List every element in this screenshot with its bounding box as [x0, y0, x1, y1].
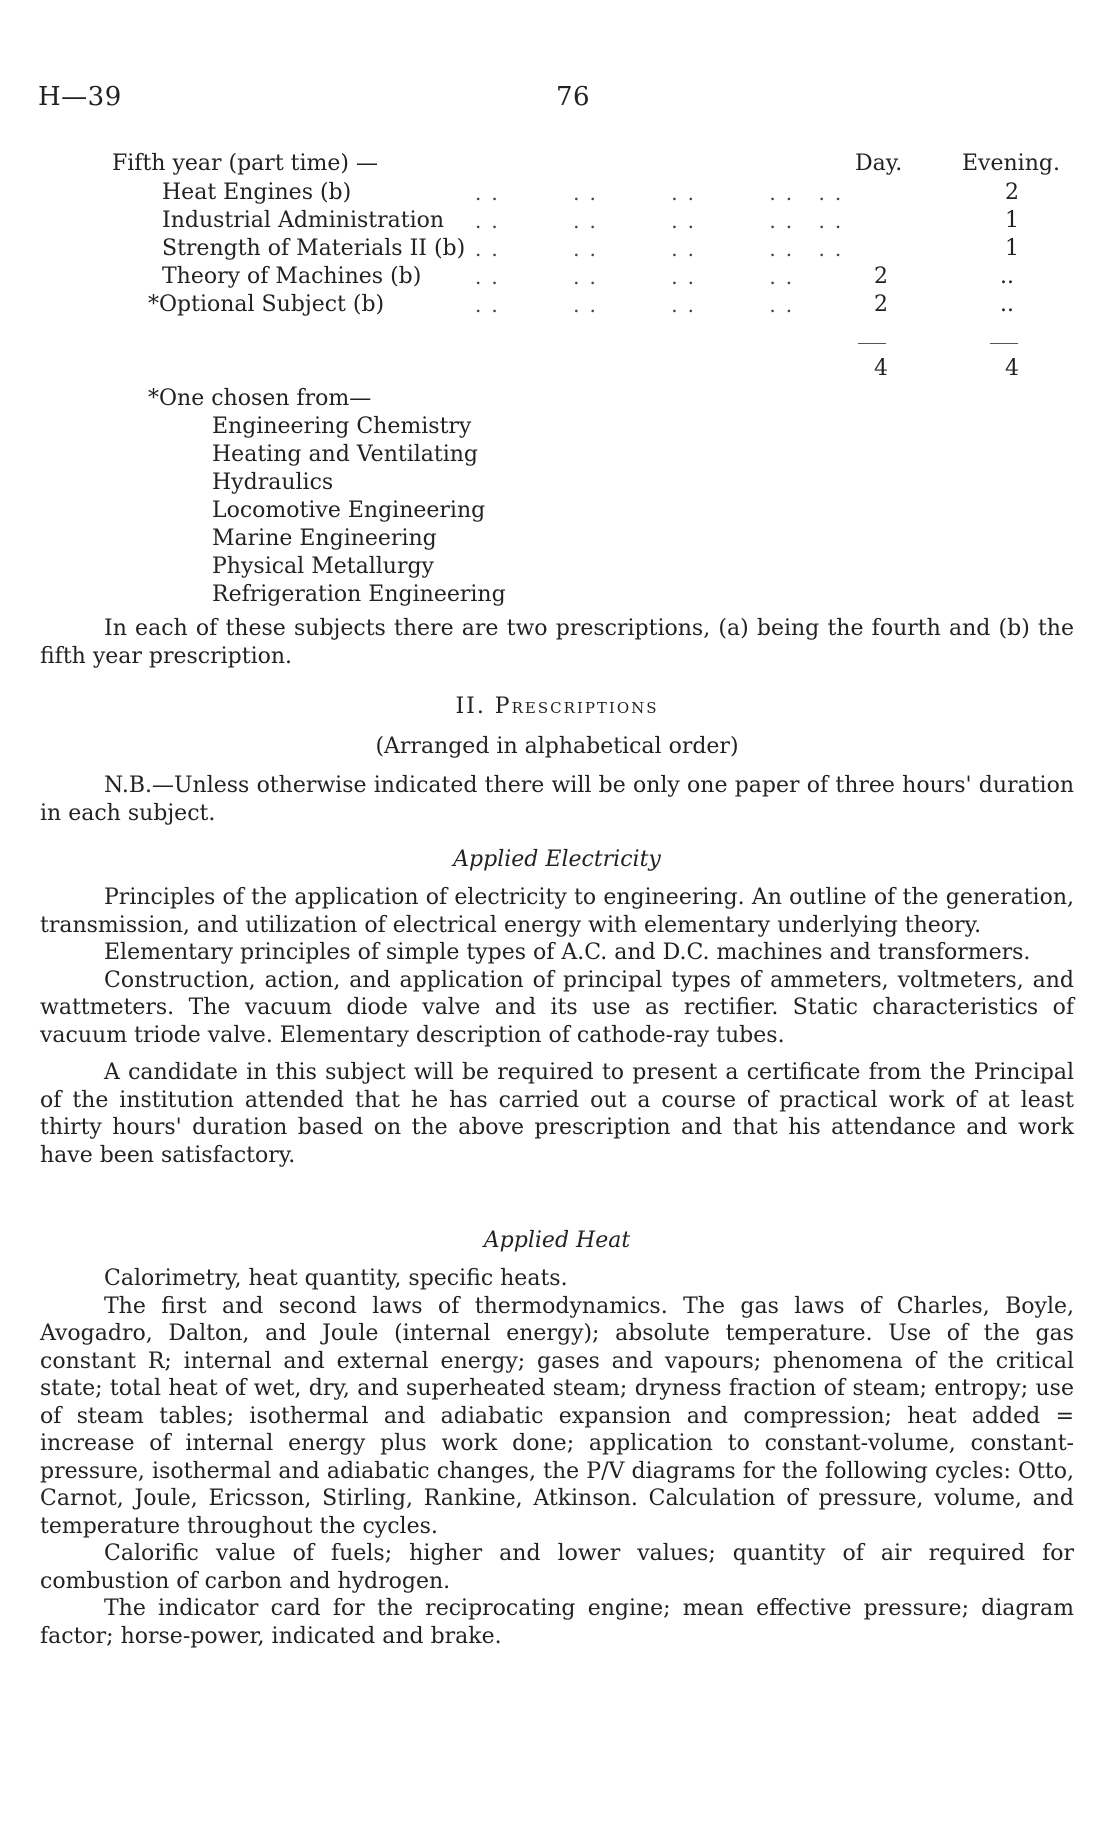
list-item: Marine Engineering	[212, 526, 437, 551]
paragraph: N.B.—Unless otherwise indicated there will be only one paper of three hours' duration in each subject.	[40, 773, 1074, 826]
heading-applied-electricity: Applied Electricity	[453, 847, 661, 872]
leader-dots: .. .. .. .. ..	[475, 237, 852, 261]
list-item: Engineering Chemistry	[212, 414, 472, 439]
leader-dots: .. .. .. .. ..	[475, 181, 852, 205]
paragraph: Construction, action, and application of principal types of ammeters, voltmeters, and wattmeters. The vacuum diode valve and its use as rectifier. Static characteristics of vacuum triode valve. Elementary description of cathode-ray tubes.	[40, 967, 1074, 1048]
row-subject: Industrial Administration	[162, 208, 445, 233]
header-reference: H—39	[38, 82, 122, 112]
row-evening: ..	[1000, 264, 1014, 289]
optional-intro: *One chosen from—	[148, 386, 372, 411]
nb-note	[40, 772, 1074, 827]
total-evening: 4	[1005, 356, 1019, 381]
row-subject: Strength of Materials II (b)	[162, 236, 466, 261]
row-evening: 2	[1005, 180, 1019, 205]
row-subject: *Optional Subject (b)	[148, 292, 385, 317]
col-day-header: Day.	[855, 151, 903, 176]
row-day: 2	[874, 292, 888, 317]
row-subject: Theory of Machines (b)	[162, 264, 422, 289]
list-item: Heating and Ventilating	[212, 442, 479, 467]
paragraph: In each of these subjects there are two prescriptions, (a) being the fourth and (b) the fifth year prescription.	[40, 616, 1074, 669]
section-subtitle: (Arranged in alphabetical order)	[375, 734, 739, 759]
list-item: Locomotive Engineering	[212, 498, 486, 523]
paragraph: Calorimetry, heat quantity, specific heats.	[104, 1266, 568, 1291]
paragraph: The first and second laws of thermodynamics. The gas laws of Charles, Boyle, Avogadro, Dalton, and Joule (internal energy); absolute temperature. Use of the gas constant R; internal and external energy; gases and vapours; phenomena of the critical state; total heat of wet, dry, and superheated steam; dryness fraction of steam; entropy; use of steam tables; isothermal and adiabatic expansion and compression; heat added = increase of internal energy plus work done; application to constant-volume, constant-pressure, isothermal and adiabatic changes, the P/V diagrams for the following cycles: Otto, Carnot, Joule, Ericsson, Stirling, Rankine, Atkinson. Calculation of pressure, volume, and temperature throughout the cycles.	[40, 1293, 1074, 1539]
paragraph: Calorific value of fuels; higher and lower values; quantity of air required for combustion of carbon and hydrogen.	[40, 1541, 1074, 1594]
row-evening: ..	[1000, 292, 1014, 317]
col-evening-header: Evening.	[962, 151, 1060, 176]
list-item: Hydraulics	[212, 470, 334, 495]
prescriptions-note	[40, 615, 1074, 670]
row-day: 2	[874, 264, 888, 289]
total-rule-day	[858, 343, 886, 344]
leader-dots: .. .. .. ..	[475, 293, 803, 317]
heading-applied-heat: Applied Heat	[483, 1228, 631, 1253]
leader-dots: .. .. .. ..	[475, 265, 803, 289]
paragraph: Elementary principles of simple types of A.C. and D.C. machines and transformers.	[104, 940, 1031, 965]
total-rule-evening	[990, 343, 1018, 344]
page-number: 76	[556, 82, 591, 112]
paragraph: A candidate in this subject will be required to present a certificate from the Principal of the institution attended that he has carried out a course of practical work of at least thirty hours' duration based on the above prescription and that his attendance and work have been satisfactory.	[40, 1060, 1074, 1168]
list-item: Refrigeration Engineering	[212, 582, 506, 607]
paragraph: Principles of the application of electricity to engineering. An outline of the generation, transmission, and utilization of electrical energy with elementary underlying theory.	[40, 885, 1074, 938]
total-day: 4	[874, 356, 888, 381]
section-title: II. Prescriptions	[455, 694, 659, 719]
paragraph: The indicator card for the reciprocating engine; mean effective pressure; diagram factor; horse-power, indicated and brake.	[40, 1596, 1074, 1649]
applied-heat-body	[40, 1265, 1074, 1650]
leader-dots: .. .. .. .. ..	[475, 209, 852, 233]
list-item: Physical Metallurgy	[212, 554, 434, 579]
row-evening: 1	[1005, 208, 1019, 233]
row-subject: Heat Engines (b)	[162, 180, 352, 205]
applied-electricity-body	[40, 884, 1074, 1169]
row-evening: 1	[1005, 236, 1019, 261]
schedule-heading: Fifth year (part time) —	[112, 151, 378, 176]
